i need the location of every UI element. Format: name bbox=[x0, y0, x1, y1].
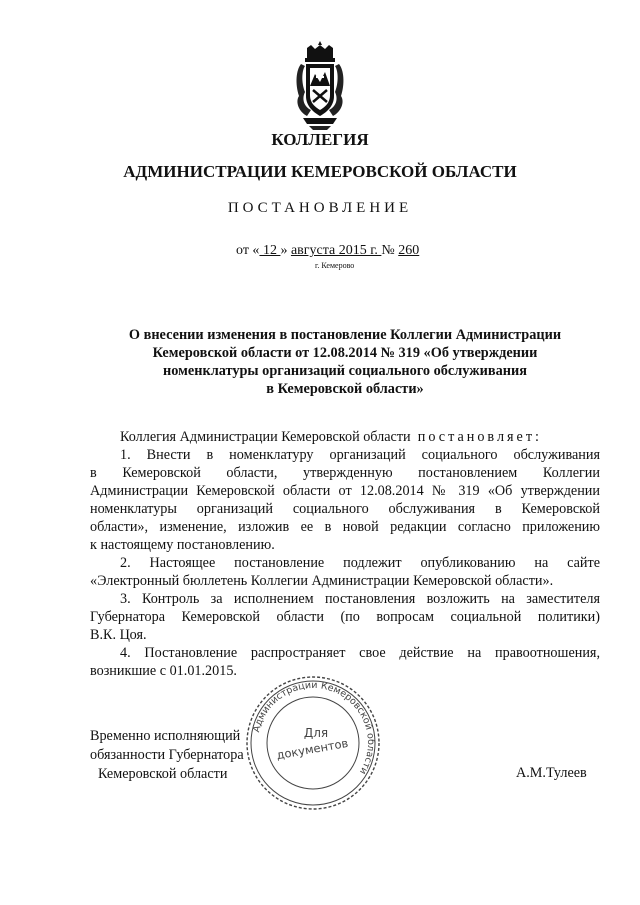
document-city: г. Кемерово bbox=[315, 261, 355, 270]
paragraph-2-line: «Электронный бюллетень Коллегии Администрации Кемеровской области». bbox=[90, 573, 554, 589]
intro-text: Коллегия Администрации Кемеровской области bbox=[120, 429, 411, 445]
date-day: 12 bbox=[259, 243, 281, 258]
title-line: в Кемеровской области» bbox=[266, 381, 424, 397]
signatory-position-line: Временно исполняющий bbox=[90, 728, 241, 744]
date-prefix: от « bbox=[236, 243, 260, 258]
paragraph-3-line: Губернатора Кемеровской области (по вопросам социальной политики) bbox=[90, 609, 600, 625]
date-mid: » bbox=[280, 243, 291, 258]
signatory-position-line: обязанности Губернатора bbox=[90, 747, 244, 763]
number-label: № bbox=[381, 243, 399, 258]
stamp-center-line1: Для bbox=[303, 726, 329, 740]
title-line: номенклатуры организаций социального обслуживания bbox=[163, 363, 527, 379]
document-date-line bbox=[236, 243, 419, 259]
round-stamp bbox=[243, 673, 383, 813]
paragraph-1-line: Администрации Кемеровской области от 12.08.2014 № 319 «Об утверждении bbox=[90, 483, 600, 499]
org-name-line1: КОЛЛЕГИЯ bbox=[271, 130, 369, 149]
signatory-name: А.М.Тулеев bbox=[516, 765, 587, 781]
paragraph-4-line: 4. Постановление распространяет свое действие на правоотношения, bbox=[120, 645, 600, 661]
paragraph-3-line: В.К. Цоя. bbox=[90, 627, 147, 643]
paragraph-1-line: номенклатуры организаций социального обслуживания в Кемеровской bbox=[90, 501, 600, 517]
paragraph-1-line: области», изменение, изложив ее в новой редакции согласно приложению bbox=[90, 519, 600, 535]
paragraph-2-line: 2. Настоящее постановление подлежит опубликованию на сайте bbox=[120, 555, 600, 571]
title-line: О внесении изменения в постановление Коллегии Администрации bbox=[128, 327, 562, 343]
date-month-year: августа 2015 г. bbox=[290, 243, 382, 258]
document-title bbox=[90, 326, 600, 398]
coat-of-arms-emblem bbox=[293, 40, 347, 132]
paragraph-1-line: 1. Внести в номенклатуру организаций социального обслуживания bbox=[120, 447, 600, 463]
title-line: Кемеровской области от 12.08.2014 № 319 «Об утверждении bbox=[152, 345, 538, 361]
intro-line bbox=[90, 428, 600, 446]
signatory-position bbox=[90, 727, 244, 784]
document-type: ПОСТАНОВЛЕНИЕ bbox=[227, 200, 413, 216]
paragraph-3-line: 3. Контроль за исполнением постановления возложить на заместителя bbox=[120, 591, 600, 607]
org-name-line2: АДМИНИСТРАЦИИ КЕМЕРОВСКОЙ ОБЛАСТИ bbox=[123, 162, 517, 181]
stamp-center-line2: документов bbox=[275, 735, 350, 763]
intro-decree: постановляет: bbox=[417, 429, 542, 445]
paragraph-1-line: к настоящему постановлению. bbox=[90, 537, 275, 553]
signatory-position-line: Кемеровской области bbox=[98, 766, 228, 782]
document-number: 260 bbox=[398, 243, 420, 258]
paragraph-4-line: возникшие с 01.01.2015. bbox=[90, 663, 237, 679]
document-body bbox=[90, 428, 600, 680]
paragraph-1-line: в Кемеровской области, утвержденную постановлением Коллегии bbox=[90, 465, 600, 481]
stamp-ring-text: Администрации Кемеровской области bbox=[251, 679, 377, 777]
